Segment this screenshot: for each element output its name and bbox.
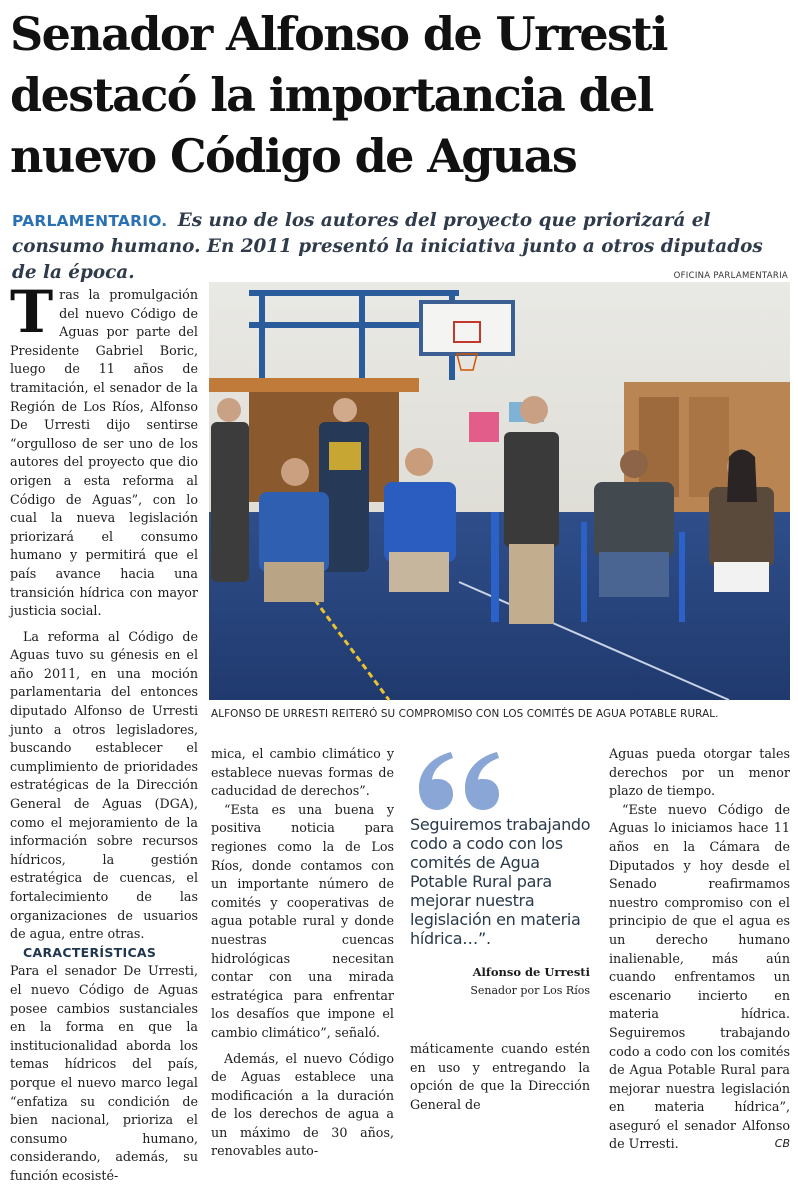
photo-caption: ALFONSO DE URRESTI REITERÓ SU COMPROMISO CON LOS COMITÉS DE AGUA POTABLE RURAL. xyxy=(211,708,719,720)
deck-text: Es uno de los autores del proyecto que priorizará el consumo humano. En 2011 presentó la iniciativa junto a otros diputados de la época. xyxy=(12,210,763,283)
lead-paragraph: Tras la promulgación del nuevo Código de Aguas por parte del Presidente Gabriel Boric, luego de 11 años de tramitación, el senador de la Región de Los Ríos, Alfonso De Urresti dijo sentirse “orgulloso de ser uno de los autores del proyecto que dio origen a esta reforma al Código de Aguas”, con lo cual la nueva legislación priorizará el consumo humano y permitirá que el país avance hacia una transición hídrica con mayor justicia social. xyxy=(10,278,198,619)
section-kicker: PARLAMENTARIO. xyxy=(12,212,168,230)
article-column-2 xyxy=(211,745,394,1159)
article-column-4 xyxy=(609,745,790,1152)
quote-author-role: Senador por Los Ríos xyxy=(470,984,590,997)
paragraph: mica, el cambio climático y establece nuevas formas de caducidad de derechos”. xyxy=(211,746,394,799)
paragraph: Aguas pueda otorgar tales derechos por un menor plazo de tiempo. xyxy=(609,746,790,799)
paragraph: “Esta es una buena y positiva noticia para regiones como la de Los Ríos, donde contamos con un importante número de comités y cooperativas de agua potable rural y donde nuestras cuencas hidrológicas necesitan contar con una mirada estratégica para enfrentar los desafíos que impone el cambio climático”, señaló. xyxy=(211,801,394,1040)
paragraph: La reforma al Código de Aguas tuvo su génesis en el año 2011, en una moción parlamentaria del entonces diputado Alfonso de Urresti junto a otros legisladores, buscando establecer el cumplimiento de prioridades estratégicas de la Dirección General de Aguas (DGA), como el mejoramiento de la información sobre recursos hídricos, la gestión estratégica de cuencas, el fortalecimiento de las organizaciones de usuarios de agua, entre otras. xyxy=(10,628,198,942)
headline-line-3: nuevo Código de Aguas xyxy=(10,129,577,183)
quote-author: Alfonso de Urresti xyxy=(472,965,590,979)
quote-marks-icon xyxy=(413,748,503,814)
end-mark: CB xyxy=(774,1137,790,1151)
article-column-1 xyxy=(10,278,198,1183)
article-column-3 xyxy=(410,1040,590,1112)
news-photo xyxy=(209,282,790,700)
photo-credit: OFICINA PARLAMENTARIA xyxy=(673,271,788,281)
headline-line-1: Senador Alfonso de Urresti xyxy=(10,7,667,61)
headline-line-2: destacó la importancia del xyxy=(10,68,653,122)
deck xyxy=(12,208,788,286)
subheading: CARACTERÍSTICAS xyxy=(23,944,157,960)
paragraph: Para el senador De Urresti, el nuevo Código de Aguas posee cambios sustanciales en la forma en que la institucionalidad aborda los temas hídricos del país, porque el nuevo marco legal “enfatiza su condición de bien nacional, prioriza el consumo humano, considerando, además, su función ecosisté- xyxy=(10,963,198,1183)
paragraph: “Este nuevo Código de Aguas lo iniciamos hace 11 años en la Cámara de Diputados y hoy desde el Senado reafirmamos nuestro compromiso con el principio de que el agua es un derecho humano inalienable, más aún cuando enfrentamos un escenario incierto en materia hídrica. Seguiremos trabajando codo a codo con los comités de Agua Potable Rural para mejorar nuestra legislación en materia hídrica”, aseguró el senador Alfonso de Urresti. CB xyxy=(609,801,790,1154)
paragraph: máticamente cuando estén en uso y entregando la opción de que la Dirección General de xyxy=(410,1041,590,1112)
headline xyxy=(10,4,790,187)
pull-quote: Seguiremos trabajando codo a codo con los comités de Agua Potable Rural para mejorar nuestra legislación en materia hídrica…”. xyxy=(410,815,591,948)
drop-cap: T xyxy=(10,278,54,346)
paragraph: Además, el nuevo Código de Aguas establece una modificación a la duración de los derechos de agua a un máximo de 30 años, renovables auto- xyxy=(211,1050,394,1159)
